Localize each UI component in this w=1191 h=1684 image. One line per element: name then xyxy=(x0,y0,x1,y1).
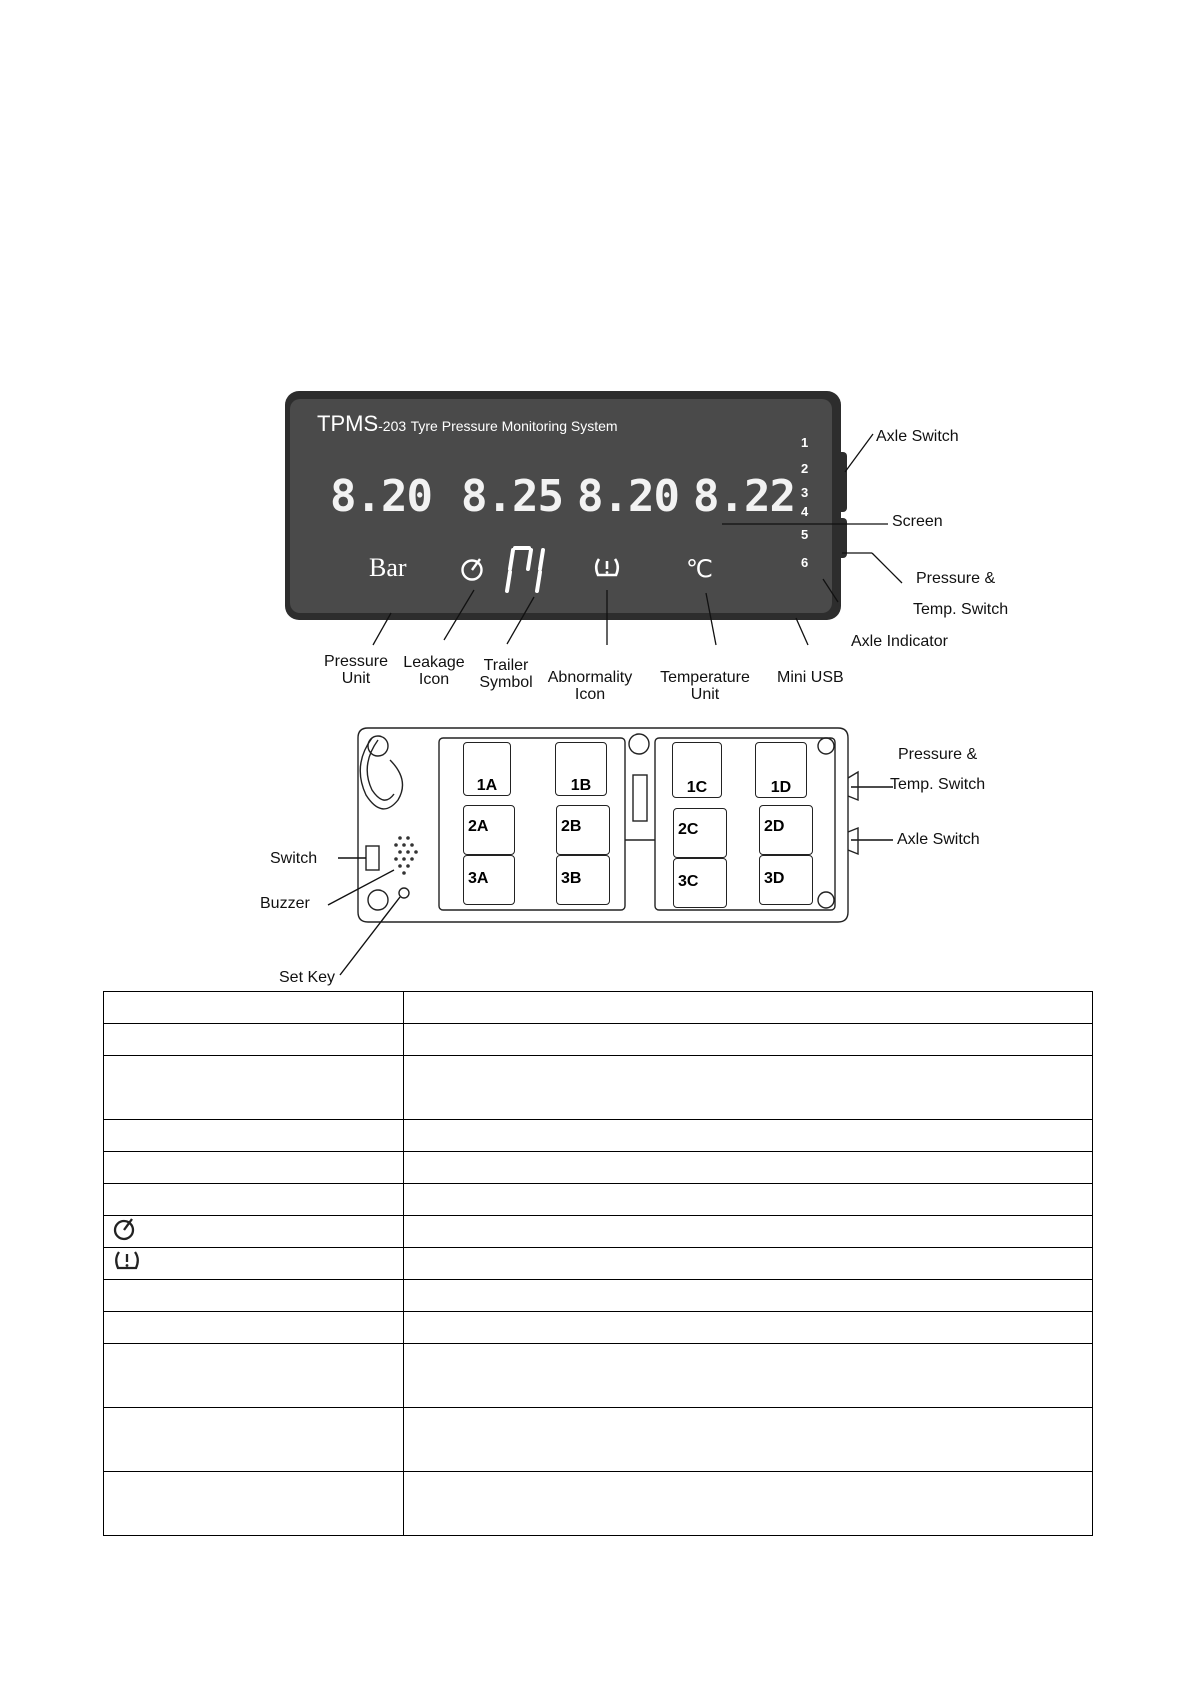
table-cell-item xyxy=(104,1408,404,1472)
table-cell-description xyxy=(404,1216,1093,1248)
label-pressure-temp-switch-1: Pressure & xyxy=(916,570,996,587)
table-cell-item xyxy=(104,1344,404,1408)
table-cell-description xyxy=(404,1024,1093,1056)
table-cell-description xyxy=(404,1472,1093,1536)
label-temperature-unit-line-2: Unit xyxy=(690,686,720,703)
parts-table xyxy=(103,991,1093,1536)
table-cell-description xyxy=(404,1280,1093,1312)
temperature-unit-text: ℃ xyxy=(686,556,713,583)
parts-table-body xyxy=(104,992,1093,1536)
table-cell-item xyxy=(104,1472,404,1536)
sensor-slot-2A xyxy=(463,805,515,855)
table-row xyxy=(104,1472,1093,1536)
label-leakage-icon-line-1: Leakage xyxy=(403,654,465,671)
table-row xyxy=(104,1024,1093,1056)
sensor-slot-label: 3D xyxy=(764,870,785,887)
label-back-pressure-temp-switch-1: Pressure & xyxy=(898,746,978,763)
table-cell-description xyxy=(404,1120,1093,1152)
table-cell-description xyxy=(404,1152,1093,1184)
label-abnormality-icon-line-2: Icon xyxy=(574,686,606,703)
table-cell-item xyxy=(104,1056,404,1120)
label-switch: Switch xyxy=(270,850,318,867)
table-cell-item xyxy=(104,992,404,1024)
table-row xyxy=(104,1248,1093,1280)
subtitle-text: Tyre Pressure Monitoring System xyxy=(410,418,618,434)
sensor-slot-1D xyxy=(755,742,807,798)
reading-3: 8.20 xyxy=(577,471,679,522)
label-abnormality-icon-line-1: Abnormality xyxy=(547,669,633,686)
pressure-unit-text: Bar xyxy=(369,553,407,582)
sensor-slot-label: 2D xyxy=(764,818,785,835)
label-axle-switch: Axle Switch xyxy=(876,428,959,445)
sensor-slot-label: 2B xyxy=(561,818,582,835)
table-cell-item xyxy=(104,1024,404,1056)
sensor-slot-3A xyxy=(463,855,515,905)
table-cell-item xyxy=(104,1216,404,1248)
table-cell-description xyxy=(404,1344,1093,1408)
label-pressure-unit-line-1: Pressure xyxy=(323,653,389,670)
axle-number-1: 1 xyxy=(801,435,809,450)
sensor-slot-2C xyxy=(673,808,727,858)
table-cell-description xyxy=(404,992,1093,1024)
sensor-slot-3B xyxy=(556,855,610,905)
axle-number-4: 4 xyxy=(801,504,809,519)
table-row xyxy=(104,1152,1093,1184)
sensor-slot-label: 3A xyxy=(468,870,489,887)
sensor-slot-label: 2C xyxy=(678,821,699,838)
table-cell-description xyxy=(404,1408,1093,1472)
table-cell-item xyxy=(104,1120,404,1152)
table-cell-description xyxy=(404,1056,1093,1120)
label-screen: Screen xyxy=(892,513,943,530)
axle-number-5: 5 xyxy=(801,527,809,542)
abnormality-icon xyxy=(112,1249,142,1278)
sensor-slot-label: 1C xyxy=(686,779,708,796)
label-buzzer: Buzzer xyxy=(260,895,310,912)
table-cell-description xyxy=(404,1248,1093,1280)
table-cell-item xyxy=(104,1184,404,1216)
label-leakage-icon-line-2: Icon xyxy=(418,671,450,688)
label-set-key: Set Key xyxy=(279,969,336,986)
brand-text: TPMS xyxy=(317,411,379,436)
reading-1: 8.20 xyxy=(330,471,432,522)
leakage-icon xyxy=(112,1217,136,1246)
table-row xyxy=(104,1408,1093,1472)
label-back-axle-switch: Axle Switch xyxy=(897,831,980,848)
table-cell-item xyxy=(104,1248,404,1280)
table-cell-description xyxy=(404,1184,1093,1216)
label-temperature-unit-line-1: Temperature xyxy=(660,669,750,686)
sensor-slot-3C xyxy=(673,858,727,908)
sensor-slot-2D xyxy=(759,805,813,855)
axle-number-2: 2 xyxy=(801,461,809,476)
table-cell-item xyxy=(104,1312,404,1344)
sensor-slot-label: 2A xyxy=(468,818,489,835)
sensor-slot-3D xyxy=(759,855,813,905)
label-back-pressure-temp-switch-2: Temp. Switch xyxy=(890,776,986,793)
sensor-slot-label: 1D xyxy=(770,779,792,796)
table-cell-item xyxy=(104,1280,404,1312)
label-pressure-temp-switch-2: Temp. Switch xyxy=(913,601,1009,618)
table-row xyxy=(104,1216,1093,1248)
table-row xyxy=(104,1312,1093,1344)
axle-number-3: 3 xyxy=(801,485,809,500)
sensor-slot-2B xyxy=(556,805,610,855)
sensor-slot-label: 3C xyxy=(678,873,699,890)
table-cell-description xyxy=(404,1312,1093,1344)
reading-4: 8.22 xyxy=(693,471,795,522)
reading-2: 8.25 xyxy=(461,471,563,522)
table-row xyxy=(104,1056,1093,1120)
table-row xyxy=(104,1184,1093,1216)
sensor-slot-label: 1B xyxy=(570,777,592,794)
axle-number-6: 6 xyxy=(801,555,809,570)
model-text: -203 xyxy=(378,418,407,434)
table-row xyxy=(104,1120,1093,1152)
sensor-slot-label: 1A xyxy=(476,777,498,794)
label-mini-usb: Mini USB xyxy=(777,669,844,686)
sensor-slot-label: 3B xyxy=(561,870,582,887)
label-trailer-symbol-line-2: Symbol xyxy=(479,674,533,691)
label-pressure-unit-line-2: Unit xyxy=(341,670,371,687)
table-row xyxy=(104,1280,1093,1312)
label-axle-indicator: Axle Indicator xyxy=(851,633,948,650)
sensor-slot-1C xyxy=(672,742,722,798)
sensor-slot-1A xyxy=(463,742,511,796)
table-row xyxy=(104,992,1093,1024)
sensor-slot-1B xyxy=(555,742,607,796)
label-trailer-symbol-line-1: Trailer xyxy=(483,657,529,674)
table-row xyxy=(104,1344,1093,1408)
table-cell-item xyxy=(104,1152,404,1184)
